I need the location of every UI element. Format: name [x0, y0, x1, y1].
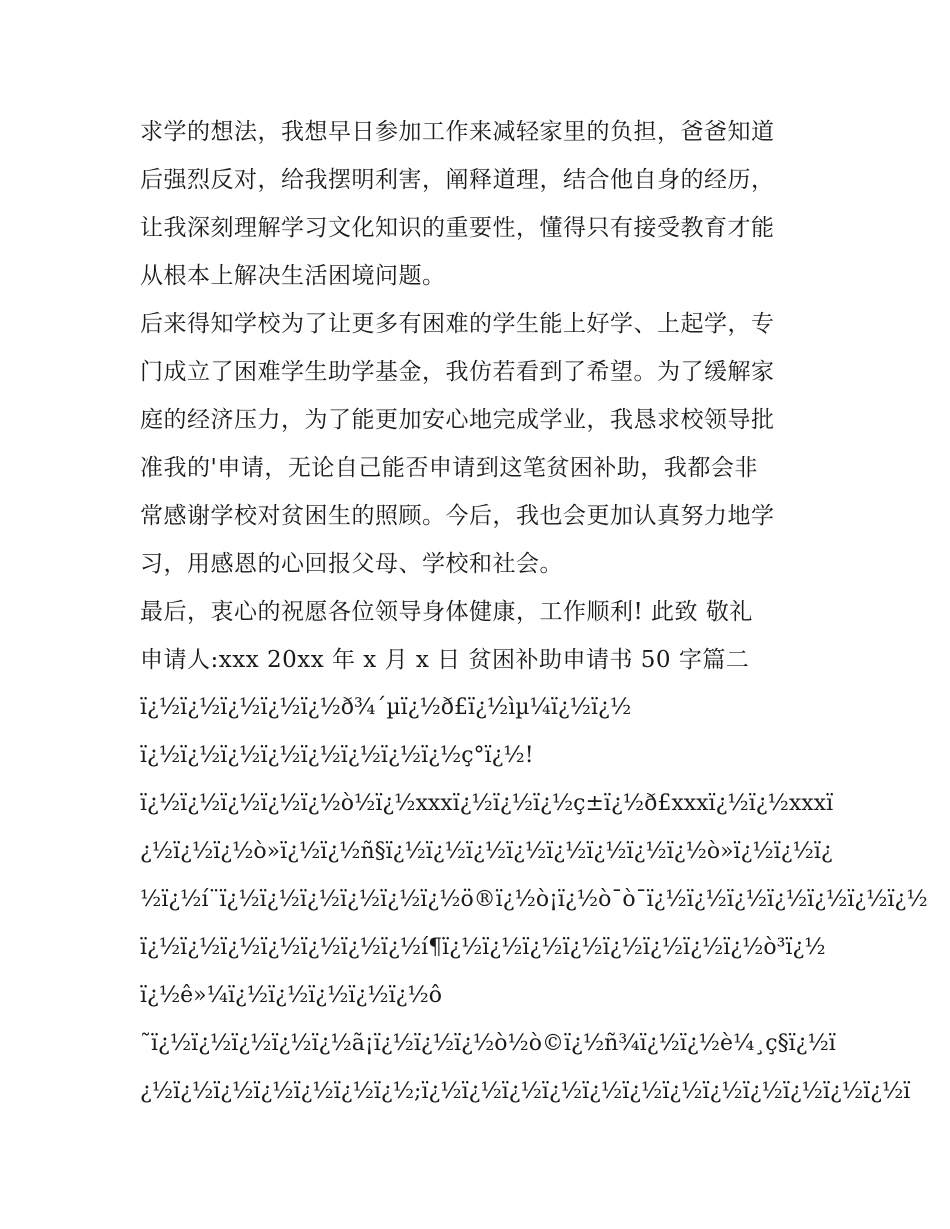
text-line: 申请人:xxx 20xx 年 x 月 x 日 贫困补助申请书 50 字篇二 — [140, 647, 750, 673]
text-line: 习，用感恩的心回报父母、学校和社会。 — [140, 551, 563, 577]
garbled-text-line: ï¿½ï¿½ï¿½ï¿½ï¿½ð¾´µï¿½ð£ï¿½ìµ¼ï¿½ï¿½ — [140, 695, 632, 720]
garbled-text-line: ï¿½ï¿½ï¿½ï¿½ï¿½ï¿½ï¿½í¶ï¿½ï¿½ï¿½ï¿½ï¿½ï¿½ï¿½ï¿½ò³ï¿½ — [140, 935, 826, 960]
document-body — [140, 108, 928, 1116]
text-line: 后强烈反对，给我摆明利害，阐释道理，结合他自身的经历， — [140, 167, 775, 193]
text-line: 准我的'申请，无论自己能否申请到这笔贫困补助，我都会非 — [140, 455, 758, 481]
text-line: 从根本上解决生活困境问题。 — [140, 263, 446, 289]
text-line: 门成立了困难学生助学基金，我仿若看到了希望。为了缓解家 — [140, 359, 775, 385]
text-line: 让我深刻理解学习文化知识的重要性，懂得只有接受教育才能 — [140, 215, 775, 241]
text-line: 后来得知学校为了让更多有困难的学生能上好学、上起学，专 — [140, 311, 775, 337]
text-line: 最后，衷心的祝愿各位领导身体健康，工作顺利! 此致 敬礼 — [140, 599, 753, 625]
garbled-text-line: ï¿½ï¿½ï¿½ï¿½ï¿½ò½ï¿½xxxï¿½ï¿½ï¿½ç±ï¿½ð£xxxï¿½ï¿½xxxï — [140, 791, 834, 816]
garbled-text-line: ½ï¿½í¨ï¿½ï¿½ï¿½ï¿½ï¿½ï¿½ö®ï¿½ò¡ï¿½ò¯ò¯ï¿½ï¿½ï¿½ï¿½ï¿½ï¿½ï¿½ — [140, 887, 928, 912]
garbled-text-line: ï¿½ê»¼ï¿½ï¿½ï¿½ï¿½ï¿½ô — [140, 983, 442, 1008]
text-line: 常感谢学校对贫困生的照顾。今后，我也会更加认真努力地学 — [140, 503, 775, 529]
text-line: 求学的想法，我想早日参加工作来减轻家里的负担，爸爸知道 — [140, 119, 775, 145]
garbled-text-line: ¿½ï¿½ï¿½ò»ï¿½ï¿½ñ§ï¿½ï¿½ï¿½ï¿½ï¿½ï¿½ï¿½ï¿½ò»ï¿½ï¿½ï¿ — [140, 839, 833, 864]
text-line: 庭的经济压力，为了能更加安心地完成学业，我恳求校领导批 — [140, 407, 775, 433]
garbled-text-line: ˜ï¿½ï¿½ï¿½ï¿½ï¿½ã¡ï¿½ï¿½ï¿½ò½ò©ï¿½ñ¾ï¿½ï¿½è¼¸ç§ï¿½ï — [140, 1031, 836, 1056]
garbled-text-line: ¿½ï¿½ï¿½ï¿½ï¿½ï¿½ï¿½;ï¿½ï¿½ï¿½ï¿½ï¿½ï¿½ï¿½ï¿½ï¿½ï¿½ï¿½ï¿½ï — [140, 1079, 911, 1104]
garbled-text-line: ï¿½ï¿½ï¿½ï¿½ï¿½ï¿½ï¿½ï¿½ç°ï¿½! — [140, 743, 534, 768]
